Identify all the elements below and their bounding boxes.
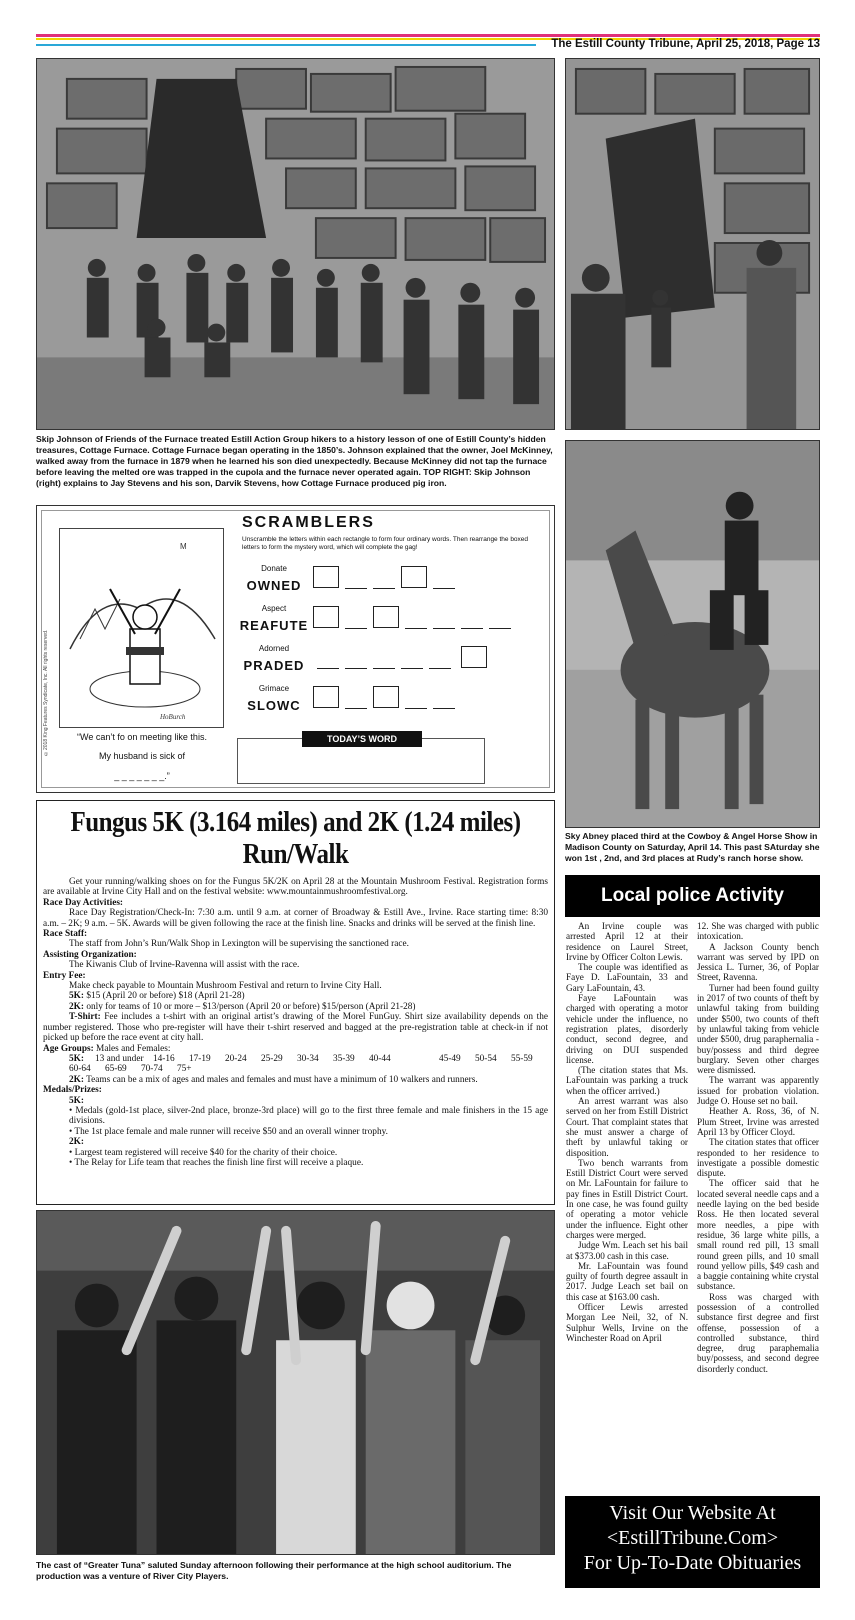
police-section-title: Local police Activity xyxy=(565,875,820,917)
top-photo-caption: Skip Johnson of Friends of the Furnace treated Estill Action Group hikers to a history lesson of one of Estill County’s hidden treasures, Cottage Furnace. Cottage Furnace began operating in the 1850’s. Johnson explained that the owner, Joel McKinney, walked away from the furnace in 1879 when he learned his son died unexpectedly. Because McKinney did not tap the furnace before leaving the melted ore was trapped in the cupola and the furnace never operated again. TOP RIGHT: Skip Johnson (right) explains to Jay Stevens and his son, Darvik Stevens, how Cottage Furnace produced pig iron. xyxy=(36,434,553,488)
entry-fee-heading: Entry Fee: xyxy=(43,970,86,981)
police-paragraph: 12. She was charged with public intoxication. xyxy=(697,921,819,942)
horse-photo xyxy=(565,440,820,828)
medals-5k-2: • The 1st place female and male runner will receive $50 and an overall winner trophy. xyxy=(69,1126,388,1137)
age-group: 35-39 xyxy=(333,1053,355,1064)
answer-slot[interactable] xyxy=(345,588,367,589)
svg-text:HoBurch: HoBurch xyxy=(160,713,186,721)
fee-5k-label: 5K: xyxy=(69,991,84,1002)
tshirt-text: Fee includes a t-shirt with an original artist’s drawing of the Morel FunGuy. Shirt size availability depends on the number registered. Those who pre-register will have their t-shirt reserved and bagged at the pre-registration table at check-in if not picked up before the race event at city hall. xyxy=(43,1012,549,1044)
police-column-2 xyxy=(697,921,819,1374)
medals-heading: Medals/Prizes: xyxy=(43,1085,102,1096)
entry-fee-text: Make check payable to Mountain Mushroom Festival and return to Irvine City Hall. xyxy=(69,981,382,992)
answer-slot[interactable] xyxy=(433,588,455,589)
answer-slot[interactable] xyxy=(373,588,395,589)
answer-slot[interactable] xyxy=(489,628,511,629)
word-3-label: Adorned xyxy=(258,644,290,653)
answer-box[interactable] xyxy=(461,646,487,668)
police-paragraph: (The citation states that Ms. LaFountain was parking a truck when the officer arrived.) xyxy=(566,1065,688,1096)
age-5k-label: 5K: xyxy=(69,1053,84,1064)
medals-5k-label: 5K: xyxy=(69,1095,84,1106)
assist-heading: Assisting Organization: xyxy=(43,949,137,960)
answer-box[interactable] xyxy=(313,686,339,708)
answer-slot[interactable] xyxy=(405,708,427,709)
police-paragraph: The officer said that he located several needle caps and a needle laying on the bed beside Ross. He then located several more needles, a pipe with residue, 36 large white pills, a small round red pill, 13 small round green pills, and 10 small round yellow pills, $49 cash and a baggie containing white crystal substance. xyxy=(697,1178,819,1292)
fee-2k-label: 2K: xyxy=(69,1001,84,1012)
police-paragraph: Two bench warrants from Estill District Court were served on Mr. LaFountain for failure to pay fines in Estill District Court. In one case, he was found guilty of operating a motor vehicle under the influence. Eight other charges were merged. xyxy=(566,1157,688,1240)
answer-slot[interactable] xyxy=(461,628,483,629)
fee-5k: $15 (April 20 or before) $18 (April 21-28) xyxy=(86,991,245,1002)
answer-slot[interactable] xyxy=(429,668,451,669)
race-staff-text: The staff from John’s Run/Walk Shop in Lexington will be supervising the sanctioned race. xyxy=(69,939,409,950)
age-group: 40-44 xyxy=(369,1053,391,1064)
answer-slot[interactable] xyxy=(401,668,423,669)
police-paragraph: An arrest warrant was also served on her from Estill District Court. That complaint states that she must answer a charge of theft by unlawful taking or disposition. xyxy=(566,1096,688,1158)
word-2-label: Aspect xyxy=(261,604,287,613)
website-line-1: Visit Our Website At xyxy=(609,1502,776,1524)
medals-2k-1: • Largest team registered will receive $40 for the charity of their choice. xyxy=(69,1147,338,1158)
bottom-photo-caption: The cast of “Greater Tuna” saluted Sunday afternoon following their performance at the high school auditorium. The production was a venture of River City Players. xyxy=(36,1560,512,1581)
medals-2k-2: • The Relay for Life team that reaches the finish line first will receive a plaque. xyxy=(69,1157,364,1168)
scramblers-puzzle xyxy=(36,505,555,793)
gag-line-3: _ _ _ _ _ _ _.” xyxy=(114,771,170,781)
scramblers-subtitle: Unscramble the letters within each rectangle to form four ordinary words. Then rearrange the boxed letters to form the mystery word, which will complete the gag! xyxy=(242,536,529,551)
age-2k: Teams can be a mix of ages and males and females and must have a minimum of 10 walkers and runners. xyxy=(86,1074,478,1085)
police-paragraph: Officer Lewis arrested Morgan Lee Neil, 32, of N. Sulphur Wells, Irvine on the Winchester Road on April xyxy=(566,1301,688,1343)
age-2k-label: 2K: xyxy=(69,1074,84,1085)
race-staff-heading: Race Staff: xyxy=(43,929,88,940)
answer-slot[interactable] xyxy=(345,668,367,669)
website-line-3: For Up-To-Date Obituaries xyxy=(583,1552,802,1574)
answer-slot[interactable] xyxy=(405,628,427,629)
svg-text:M: M xyxy=(180,542,187,551)
age-group: 20-24 xyxy=(225,1053,247,1064)
age-group: 60-64 xyxy=(69,1064,91,1075)
age-group: 13 and under xyxy=(95,1053,144,1064)
race-day-text: Race Day Registration/Check-In: 7:30 a.m. until 9 a.m. at corner of Broadway & Estill Ave., Irvine. Race starting time: 8:30 a.m. – 2K; 9 a.m. – 5K. Awards will be given following the race at the finish line. Snacks and drinks will be served at the finish line. xyxy=(43,908,548,929)
gag-line-1: “We can’t fo on meeting like this. xyxy=(77,732,207,742)
fee-2k: only for teams of 10 or more – $13/person (April 20 or before) $15/person (April 21-28) xyxy=(86,1001,416,1012)
answer-box[interactable] xyxy=(373,606,399,628)
fungus-title: Fungus 5K (3.164 miles) and 2K (1.24 miles) Run/Walk xyxy=(70,806,521,871)
stripe-cyan xyxy=(36,44,536,46)
age-group: 30-34 xyxy=(297,1053,319,1064)
police-paragraph: Faye LaFountain was charged with operating a motor vehicle under the influence, no registration plates, disorderly conduct, second degree, and driving on DUI suspended license. xyxy=(566,993,688,1065)
police-paragraph: Heather A. Ross, 36, of N. Plum Street, Irvine was arrested April 13 by Officer Cloyd. xyxy=(697,1106,819,1137)
police-paragraph: The couple was identified as Faye D. LaFountain, 33 and Gary LaFountain, 43. xyxy=(566,962,688,993)
answer-slot[interactable] xyxy=(433,708,455,709)
age-group: 70-74 xyxy=(141,1064,163,1075)
age-sub: Males and Females: xyxy=(96,1043,171,1054)
age-heading: Age Groups: xyxy=(43,1043,94,1054)
age-group: 75+ xyxy=(177,1064,192,1075)
answer-slot[interactable] xyxy=(317,668,339,669)
medals-2k-label: 2K: xyxy=(69,1137,84,1148)
word-1-label: Donate xyxy=(261,564,287,573)
age-group: 17-19 xyxy=(189,1053,211,1064)
website-line-2[interactable]: <EstillTribune.Com> xyxy=(606,1527,779,1549)
word-3-scrambled: PRADED xyxy=(243,658,305,673)
scramblers-cartoon xyxy=(59,528,224,728)
police-paragraph: A Jackson County bench warrant was served by IPD on Jessica L. Turner, 36, of Poplar Street, Ravenna. xyxy=(697,941,819,983)
age-group: 25-29 xyxy=(261,1053,283,1064)
scramblers-title: SCRAMBLERS xyxy=(242,514,375,531)
answer-slot[interactable] xyxy=(373,668,395,669)
race-day-heading: Race Day Activities: xyxy=(43,897,124,908)
answer-box[interactable] xyxy=(373,686,399,708)
police-paragraph: Ross was charged with possession of a controlled substance first degree and first offense, possession of a controlled substance, third degree, drug paraphemalia buy/possess, and second degree disorderly conduct. xyxy=(697,1291,819,1374)
answer-box[interactable] xyxy=(401,566,427,588)
scramblers-copyright: ©2018 King Features Syndicate, Inc. All rights reserved. xyxy=(43,629,49,756)
age-group: 14-16 xyxy=(153,1053,175,1064)
fungus-run-article xyxy=(36,800,555,1205)
fungus-intro: Get your running/walking shoes on for the Fungus 5K/2K on April 28 at the Mountain Mushroom Festival. Registration forms are available at Irvine City Hall and on the festival website: www.mountainmushroomfestival.org. xyxy=(43,877,548,898)
answer-slot[interactable] xyxy=(345,628,367,629)
age-group: 50-54 xyxy=(475,1053,497,1064)
furnace-arch-photo xyxy=(565,58,820,430)
police-paragraph: Mr. LaFountain was found guilty of fourth degree assault in 2017. Judge Leach set bail on this case at $163.00 cash. xyxy=(566,1260,688,1302)
answer-box[interactable] xyxy=(313,566,339,588)
age-group: 65-69 xyxy=(105,1064,127,1075)
horse-caption: Sky Abney placed third at the Cowboy & Angel Horse Show in Madison County on Saturday, April 14. This past SAturday she won 1st , 2nd, and 3rd places at Rudy’s ranch horse show. xyxy=(565,831,820,863)
police-paragraph: An Irvine couple was arrested April 12 at their residence on Laurel Street, Irvine by Officer Colton Lewis. xyxy=(566,921,688,962)
gag-line-2: My husband is sick of xyxy=(98,751,186,761)
greater-tuna-photo xyxy=(36,1210,555,1555)
stripe-pink xyxy=(36,34,820,37)
age-group: 45-49 xyxy=(439,1053,461,1064)
police-paragraph: The citation states that officer responded to her residence to investigate a possible domestic dispute. xyxy=(697,1137,819,1179)
word-1-scrambled: OWNED xyxy=(246,578,302,593)
answer-slot[interactable] xyxy=(345,708,367,709)
word-4-scrambled: SLOWC xyxy=(247,698,301,713)
website-ad[interactable] xyxy=(565,1496,820,1588)
answer-slot[interactable] xyxy=(433,628,455,629)
age-groups xyxy=(43,1054,548,1075)
police-column-1 xyxy=(566,921,688,1343)
medals-5k-1: • Medals (gold-1st place, silver-2nd place, bronze-3rd place) will go to the first three female and male finishers in the 15 age divisions. xyxy=(69,1105,548,1127)
page-header: The Estill County Tribune, April 25, 2018, Page 13 xyxy=(551,38,820,50)
furnace-group-photo xyxy=(36,58,555,430)
word-2-scrambled: REAFUTE xyxy=(239,618,309,633)
tshirt-label: T-Shirt: xyxy=(69,1012,101,1023)
police-paragraph: Judge Wm. Leach set his bail at $373.00 cash in this case. xyxy=(566,1240,688,1261)
police-paragraph: The warrant was apparently issued for probation violation. Judge O. House set no bail. xyxy=(697,1075,819,1107)
assist-text: The Kiwanis Club of Irvine-Ravenna will assist with the race. xyxy=(69,960,300,971)
word-4-label: Grimace xyxy=(258,684,290,693)
age-group: 55-59 xyxy=(511,1053,533,1064)
police-paragraph: Turner had been found guilty in 2017 of two counts of theft by unlawful taking from building under $500, two counts of theft by unlawful taking from vehicle under $500, drug paraphernalia - buy/possess and third degree burglary. Seven other charges were dismissed. xyxy=(697,982,819,1076)
answer-box[interactable] xyxy=(313,606,339,628)
todays-word-label: TODAY’S WORD xyxy=(302,731,422,747)
